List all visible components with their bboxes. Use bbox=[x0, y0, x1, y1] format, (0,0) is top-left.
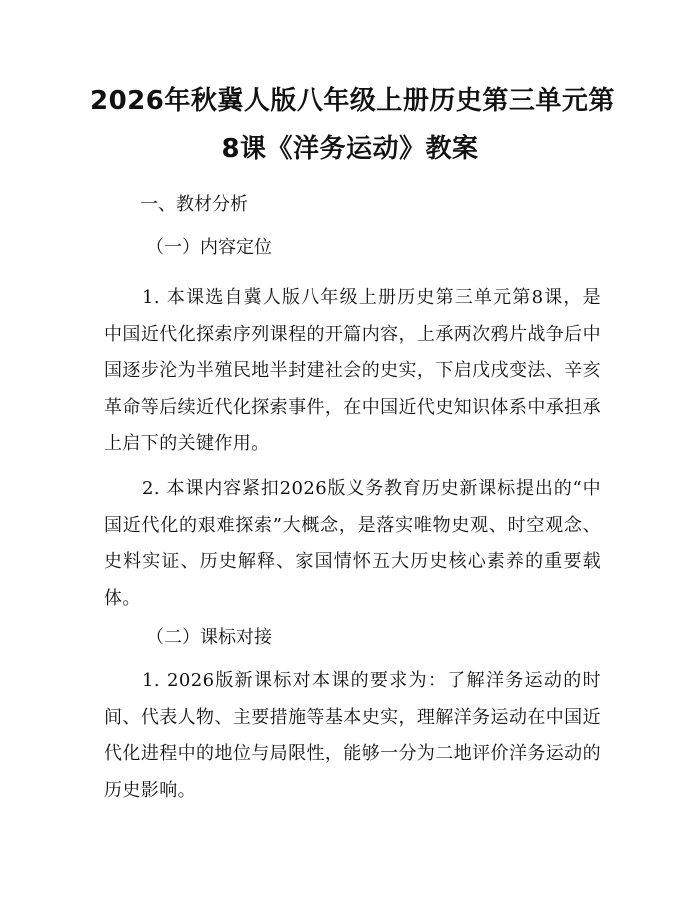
paragraph-content-positioning-1: 1. 本课选自冀人版八年级上册历史第三单元第8课，是中国近代化探索序列课程的开篇内容，上承两次鸦片战争后中国逐步沦为半殖民地半封建社会的史实，下启戊戌变法、辛亥革命等后续近代化探索事件，在中国近代史知识体系中承担承上启下的关键作用。 bbox=[104, 287, 601, 454]
paragraph-curriculum-alignment-1: 1. 2026版新课标对本课的要求为：了解洋务运动的时间、代表人物、主要措施等基本史实，理解洋务运动在中国近代化进程中的地位与局限性，能够一分为二地评价洋务运动的历史影响。 bbox=[104, 670, 601, 801]
section-heading-textbook-analysis: 一、教材分析 bbox=[140, 194, 248, 215]
subsection-heading-curriculum-alignment: （二）课标对接 bbox=[146, 627, 272, 648]
document-title-line-2: 8课《洋务运动》教案 bbox=[221, 134, 479, 164]
document-title-line-1: 2026年秋冀人版八年级上册历史第三单元第 bbox=[90, 86, 615, 116]
paragraph-content-positioning-2: 2. 本课内容紧扣2026版义务教育历史新课标提出的“中国近代化的艰难探索”大概念，是落实唯物史观、时空观念、史料实证、历史解释、家国情怀五大历史核心素养的重要载体。 bbox=[104, 478, 601, 609]
subsection-heading-content-positioning: （一）内容定位 bbox=[146, 237, 272, 258]
